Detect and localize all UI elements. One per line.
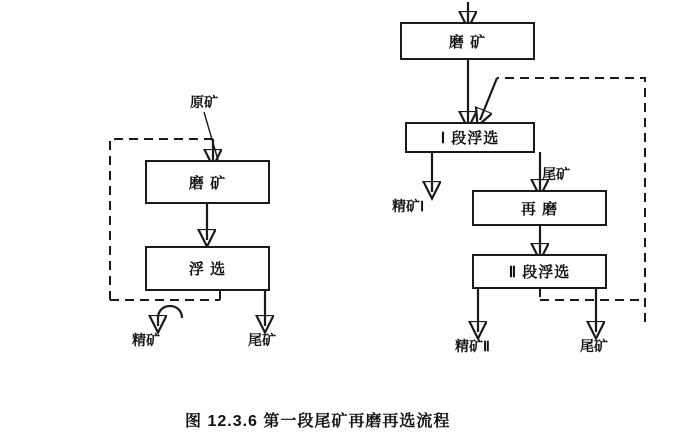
right-flotation2-box (472, 254, 607, 289)
left-feed-label: 原矿 (190, 94, 218, 110)
right-flotation1-label: Ⅰ 段浮选 (440, 130, 500, 147)
right-grind-box (400, 22, 535, 60)
left-grind-label: 磨 矿 (188, 174, 227, 192)
right-concentrate2-label: 精矿Ⅱ (455, 338, 490, 354)
right-regrind-label: 再 磨 (520, 200, 559, 218)
left-flotation-box (145, 246, 270, 291)
left-tailing-label: 尾矿 (248, 332, 276, 348)
right-grind-label: 磨 矿 (448, 33, 487, 51)
right-flotation1-box (405, 122, 535, 153)
left-flotation-label: 浮 选 (188, 261, 227, 278)
left-grind-box (145, 160, 270, 204)
right-regrind-box (472, 190, 607, 226)
right-final-tailing-label: 尾矿 (580, 338, 608, 354)
right-concentrate1-label: 精矿Ⅰ (392, 198, 425, 214)
right-flotation2-label: Ⅱ 段浮选 (508, 264, 571, 281)
right-mid-tailing-label: 尾矿 (542, 166, 570, 182)
figure-caption: 图 12.3.6 第一段尾矿再磨再选流程 (185, 413, 451, 430)
left-concentrate-label: 精矿 (132, 332, 160, 348)
